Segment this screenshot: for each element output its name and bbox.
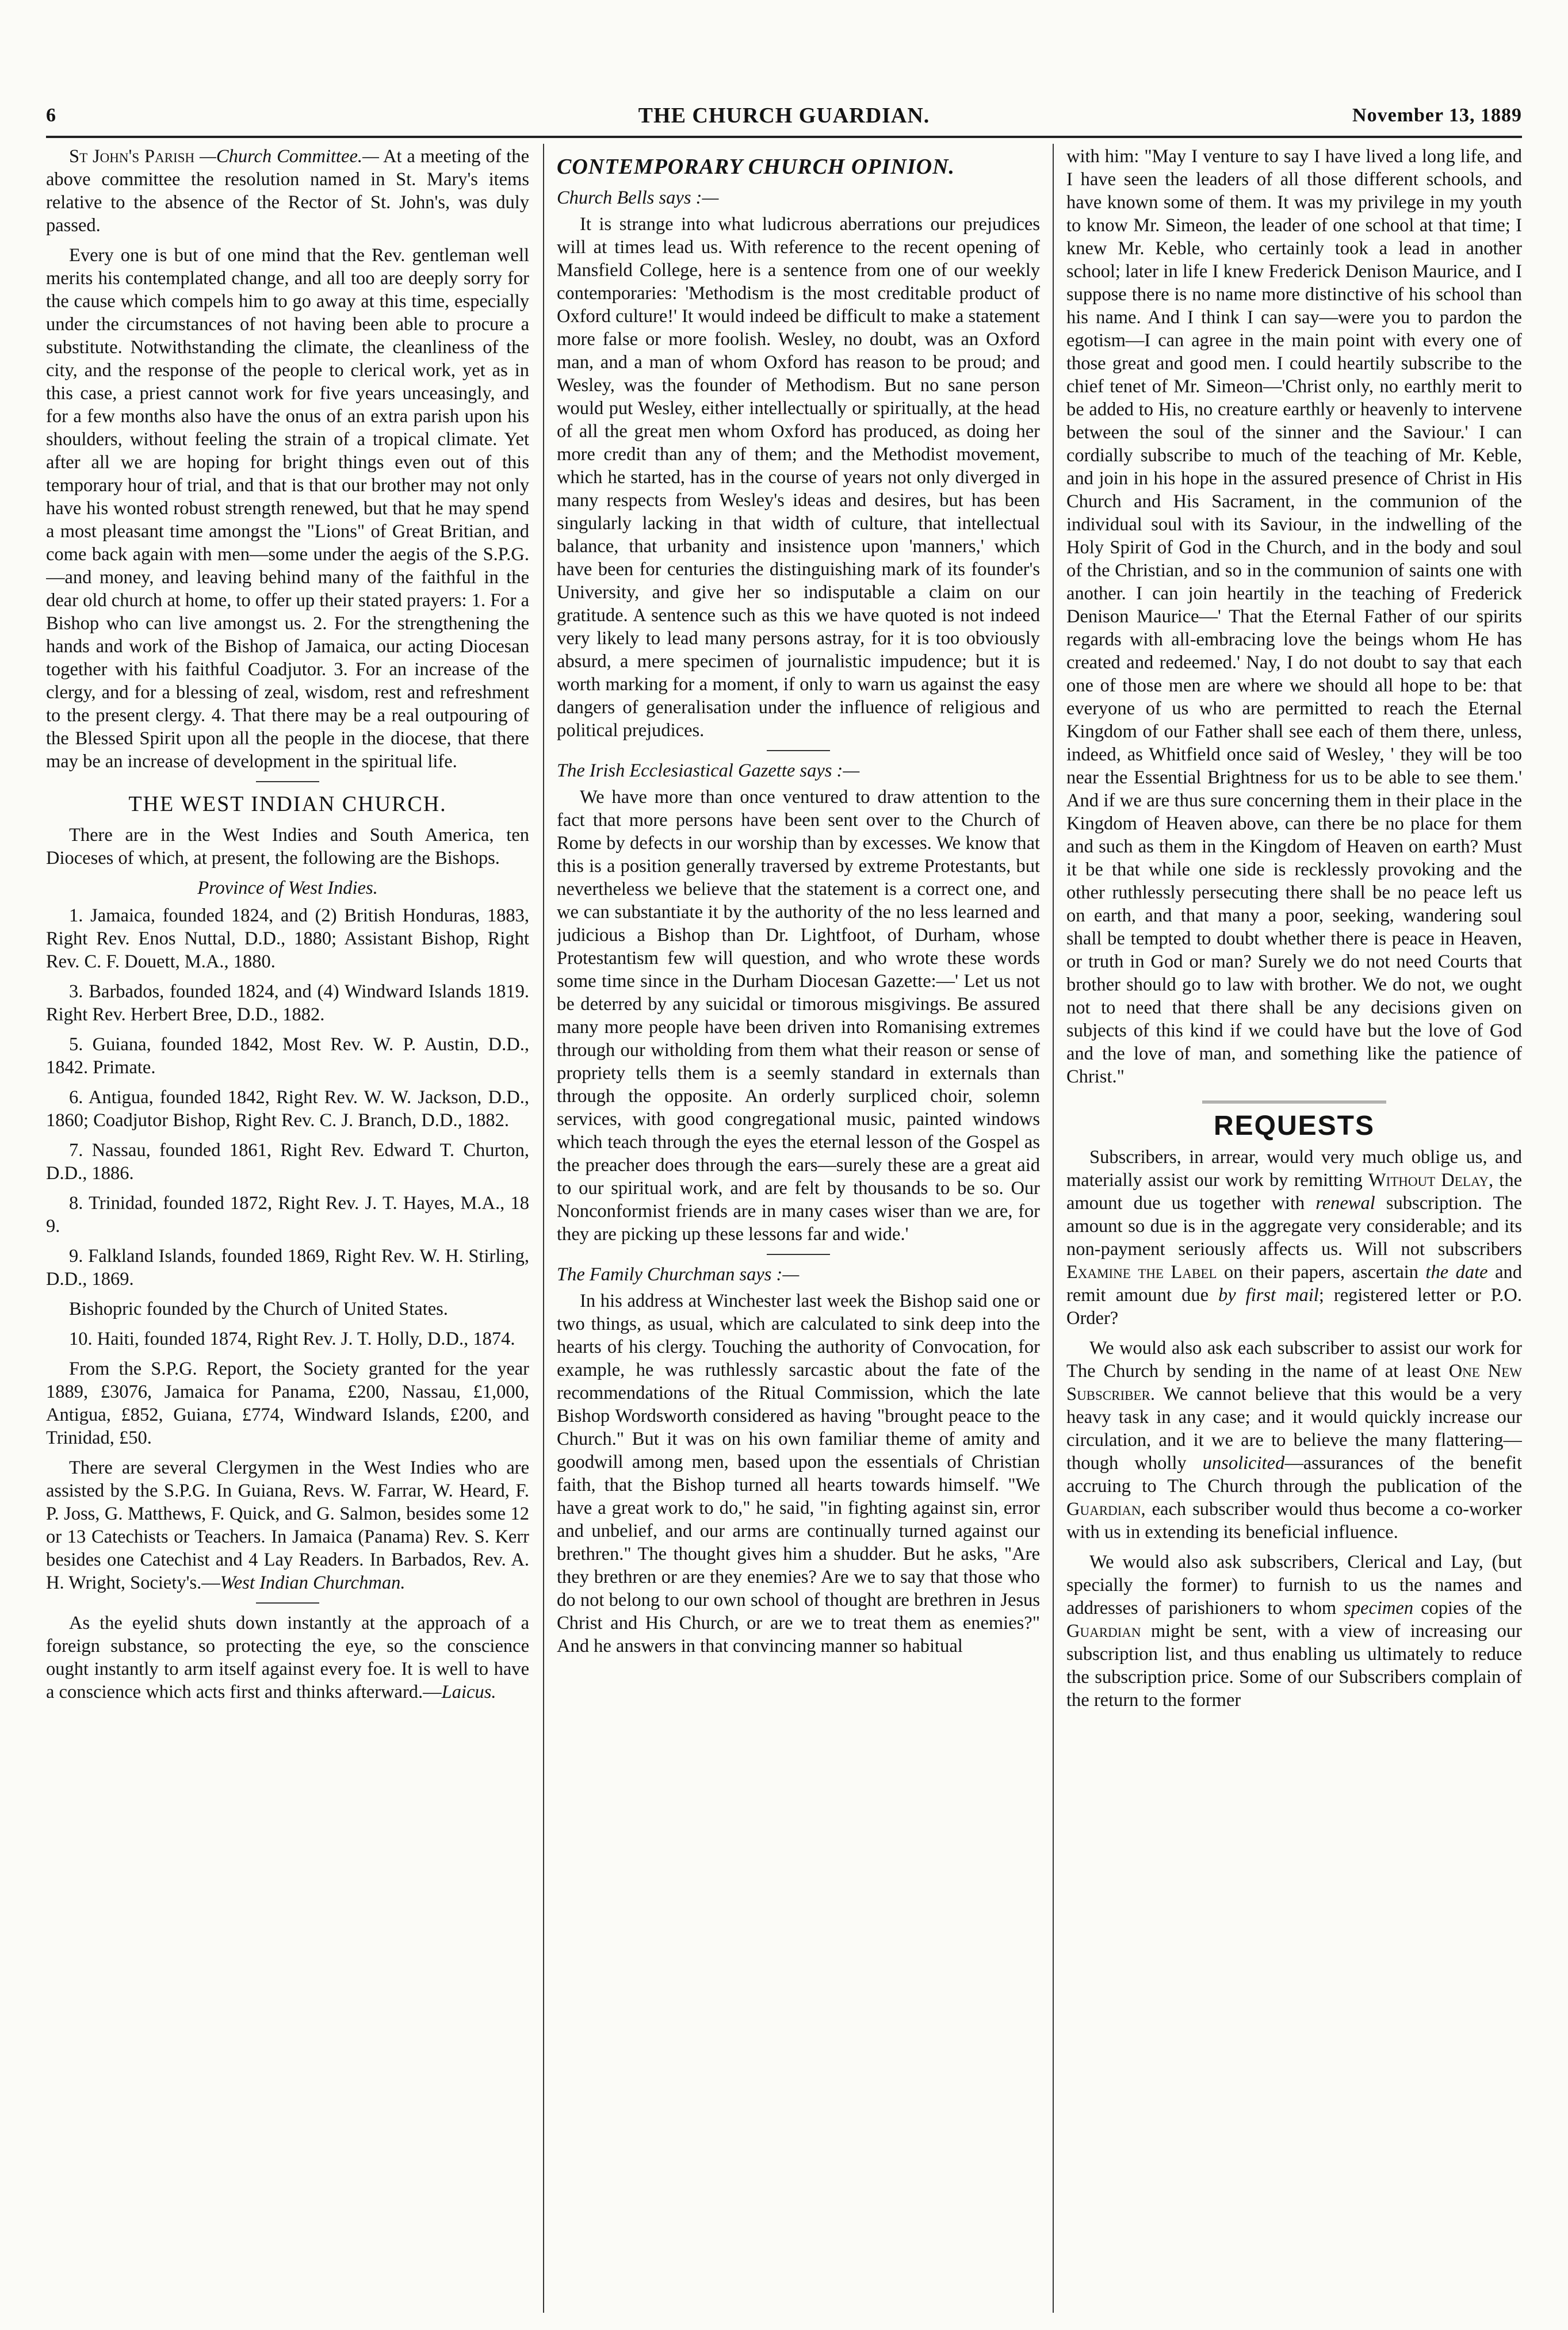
opinion-paragraph: It is strange into what ludicrous aberrations our prejudices will at times lead us. With reference to the recent opening of Mansfield College, here is a sentence from one of our weekly contemporaries: 'Methodism is the most creditable product of Oxford culture!' It would indeed be difficult to make a statement more false or more foolish. Wesley, no doubt, was an Oxford man, and a man of whom Oxford has reason to be proud; and Wesley, was the founder of Methodism. But no sane person would put Wesley, either intellectually or spiritually, at the head of all the great men whom Oxford has produced, as doing her more credit than any of them; and the Methodist movement, which he started, has in the course of years not only diverged in many respects from Wesley's ideas and desires, but has been singularly lacking in that width of culture, that intellectual balance, that urbanity and insistence upon 'manners,' which have been for centuries the distinguishing mark of its founder's University, and give her so indisputable a claim on our gratitude. A sentence such as this we have quoted is not indeed very likely to lead many persons astray, for it is too obviously absurd, a mere specimen of journalistic impudence; but it is worth marking for a moment, if only to warn us against the easy dangers of generalisation under the influence of religious and political prejudices. [557,214,1040,741]
section-rule [256,1602,319,1604]
section-heading: THE WEST INDIAN CHURCH. [128,792,447,816]
spg-paragraph: From the S.P.G. Report, the Society granted for the year 1889, £3076, Jamaica for Panama, £200, Nassau, £1,000, Antigua, £852, Guiana, £774, Windward Islands, £200, and Trinidad, £50. [46,1359,529,1448]
diocese-entry: 8. Trinidad, founded 1872, Right Rev. J. T. Hayes, M.A., 18 9. [46,1193,529,1237]
section-rule [767,1254,830,1255]
diocese-entry: 7. Nassau, founded 1861, Right Rev. Edward T. Churton, D.D., 1886. [46,1140,529,1184]
section-heading: REQUESTS [1213,1111,1375,1141]
section-rule [256,781,319,782]
parish-paragraph: Every one is but of one mind that the Rev. gentleman well merits his contemplated change, and all too are deeply sorry for the cause which compels him to go away at this time, especially under the circumstances of not having been able to procure a substitute. Notwithstanding the climate, the cleanliness of the city, and the response of the people to clerical work, yet as in this case, a priest cannot work for five years unceasingly, and for a few months also have the onus of an extra parish upon his shoulders, without feeling the strain of a tropical climate. Yet after all we are hoping for bright things even out of this temporary hour of trial, and that is that our brother may not only have his wonted robust strength renewed, but that he may spend a most pleasant time amongst the "Lions" of Great Britian, and come back again with men—some under the aegis of the S.P.G.—and money, and leaving behind many of the faithful in the dear old church at home, to offer up their stated prayers: 1. For a Bishop who can live amongst us. 2. For the strengthening the hands and work of the Bishop of Jamaica, our acting Diocesan together with his faithful Coadjutor. 3. For an increase of the clergy, and for a blessing of zeal, wisdom, rest and refreshment to the present clergy. 4. That there may be a real outpouring of the Blessed Spirit upon all the people in the diocese, that there may be an increase of development in the spiritual life. [46,245,529,772]
source-lead: The Irish Ecclesiastical Gazette says :— [557,760,860,781]
clergy-paragraph: There are several Clergymen in the West Indies who are assisted by the S.P.G. In Guiana, Revs. W. Farrar, W. Heard, F. P. Joss, G. Matthews, F. Quick, and G. Salmon, besides some 12 or 13 Catechists or Teachers. In Jamaica (Panama) Rev. S. Kerr besides one Catechist and 4 Lay Readers. In Barbados, Rev. A. H. Wright, Society's.—West Indian Churchman. [46,1457,529,1593]
column-divider [543,144,544,2313]
eyelid-paragraph: As the eyelid shuts down instantly at the approach of a foreign substance, so protecting the eye, so the conscience ought instantly to arm itself against every foe. It is well to have a conscience which acts first and thinks afterward.—Laicus. [46,1613,529,1702]
diocese-entry: 9. Falkland Islands, founded 1869, Right Rev. W. H. Stirling, D.D., 1869. [46,1246,529,1290]
newspaper-title: THE CHURCH GUARDIAN. [638,104,930,128]
opinion-continuation: with him: "May I venture to say I have lived a long life, and I have seen the leaders of all those different schools, and have known some of them. It was my privilege in my youth to know Mr. Simeon, the leader of one school at that time; I knew Mr. Keble, who certainly took a lead in another school; later in life I knew Frederick Denison Maurice, and I suppose there is no name more distinctive of his school than his name. And I think I can say—were you to pardon the egotism—I can agree in the main point with every one of those great and good men. I could heartily subscribe to the chief tenet of Mr. Simeon—'Christ only, no earthly merit to be added to His, no creature earthly or heavenly to intervene between the soul of the sinner and the Saviour.' I can cordially subscribe to much of the teaching of Mr. Keble, and join in his hope in the assured presence of Christ in His Church and His Sacrament, in the communion of the individual soul with its Saviour, in the indwelling of the Holy Spirit of God in the Church, and in the body and soul of the Christian, and so in the communion of saints one with another. I can join heartily in the teaching of Frederick Denison Maurice—' That the Eternal Father of our spirits regards with all-embracing love the beings whom He has created and redeemed.' Nay, I do not doubt to say that each one of those men are where we should all hope to be: that everyone of us who are permitted to reach the Eternal Kingdom of our Father shall see each of them there, unless, indeed, as Whitfield once said of Wesley, ' they will be too near the Essential Brightness for us to be able to see them.' And if we are thus sure concerning them in their place in the Kingdom of Heaven above, can there be no place for them and such as them in the Kingdom of Heaven on earth? Must it be that while one side is recklessly provoking and the other ruthlessly persecuting there shall be no peace left us on earth, and that many a poor, seeking, wandering soul shall be tempted to doubt whether there is peace in Heaven, or truth in God or man? Surely we do not need Courts that brother should go to law with brother. We do not, we ought not to need that there shall be any decisions given on subjects of this kind if we could have but the love of God and the love of man, and something like the patience of Christ." [1066,146,1522,1087]
diocese-entry: Bishopric founded by the Church of United States. [69,1299,448,1319]
section-rule [767,750,830,751]
section-rule [1202,1101,1386,1104]
source-lead: Church Bells says :— [557,188,719,208]
page-number: 6 [46,105,56,126]
requests-paragraph: We would also ask each subscriber to assist our work for The Church by sending in the name of at least One New Subscriber. We cannot believe that this would be a very heavy task in any case; and it would quickly increase our circulation, and it we are to believe the many flattering—though wholly unsolicited—assurances of the benefit accruing to The Church through the publication of the Guardian, each subscriber would thus become a co-worker with us in extending its beneficial influence. [1066,1338,1522,1543]
requests-paragraph: Subscribers, in arrear, would very much oblige us, and materially assist our work by remitting Without Delay, the amount due us together with renewal subscription. The amount so due is in the aggregate very considerable; and its non-payment seriously affects us. Will not subscribers Examine the Label on their papers, ascertain the date and remit amount due by first mail; registered letter or P.O. Order? [1066,1147,1522,1329]
diocese-entry: 3. Barbados, founded 1824, and (4) Windward Islands 1819. Right Rev. Herbert Bree, D.D., 1882. [46,981,529,1025]
column-divider [1053,144,1054,2313]
diocese-entry: 10. Haiti, founded 1874, Right Rev. J. T. Holly, D.D., 1874. [69,1329,515,1349]
page-header [46,102,1522,129]
opinion-paragraph: In his address at Winchester last week the Bishop said one or two things, as usual, which are calculated to sink deep into the hearts of his clergy. Touching the authority of Convocation, for example, he was ruthlessly sarcastic about the fate of the recommendations of the Ritual Commission, which the late Bishop Wordsworth considered as having "brought peace to the Church." But it was on his own familiar theme of amity and goodwill among men, based upon the essentials of Christian faith, that the Bishop turned all hearts towards himself. "We have a great work to do," he said, "in fighting against sin, error and unbelief, and our arms are continually turned against our brethren." The thought gives him a shudder. But he asks, "Are they brethren or are they enemies? Are we to say that those who do not belong to our own school of thought are brethren in Jesus Christ and His Church, or are we to treat them as enemies?" And he answers in that convincing manner so habitual [557,1291,1040,1656]
issue-date: November 13, 1889 [1352,105,1522,126]
column-1 [46,145,529,2313]
diocese-entry: 1. Jamaica, founded 1824, and (2) British Honduras, 1883, Right Rev. Enos Nuttal, D.D., 1880; Assistant Bishop, Right Rev. C. F. Douett, M.A., 1880. [46,905,529,972]
source-lead: The Family Churchman says :— [557,1264,800,1285]
parish-paragraph: St John's Parish —Church Committee.— At a meeting of the above committee the resolution named in St. Mary's items relative to the absence of the Rector of St. John's, was duly passed. [46,146,529,236]
diocese-entry: 6. Antigua, founded 1842, Right Rev. W. W. Jackson, D.D., 1860; Coadjutor Bishop, Right Rev. C. J. Branch, D.D., 1882. [46,1087,529,1131]
column-2 [557,145,1040,2313]
requests-paragraph: We would also ask subscribers, Clerical and Lay, (but specially the former) to furnish to us the names and addresses of parishioners to whom specimen copies of the Guardian might be sent, with a view of increasing our subscription list, and thus enabling us ultimately to reduce the subscription price. Some of our Subscribers complain of the return to the former [1066,1552,1522,1711]
section-heading: CONTEMPORARY CHURCH OPINION. [557,155,955,179]
opinion-paragraph: We have more than once ventured to draw attention to the fact that more persons have been sent over to the Church of Rome by defects in our worship than by excesses. We know that this is a position generally traversed by extreme Protestants, but nevertheless we believe that the statement is a correct one, and we can substantiate it by the authority of the no less learned and judicious a Bishop than Dr. Lightfoot, of Durham, whose Protestantism few will question, and who wrote these words some time since in the Durham Diocesan Gazette:—' Let us not be deterred by any suicidal or timorous misgivings. Be assured many more people have been driven into Romanising extremes through our witholding from them what their reason or sense of propriety tells them is a seemly standard in externals than through the opposite. An orderly surpliced choir, solemn services, with good congregational music, painted windows which teach through the eyes the eternal lesson of the Gospel as the preacher does through the ears—surely these are a great aid to our spiritual work, and are felt by thousands to be so. Our Nonconformist friends are in many cases wiser than we are, for they are picking up these lessons far and wide.' [557,787,1040,1245]
province-heading: Province of West Indies. [197,878,378,898]
wic-intro: There are in the West Indies and South America, ten Dioceses of which, at present, the following are the Bishops. [46,825,529,869]
diocese-entry: 5. Guiana, founded 1842, Most Rev. W. P. Austin, D.D., 1842. Primate. [46,1034,529,1078]
header-rule [46,136,1522,138]
column-3 [1066,145,1522,2313]
